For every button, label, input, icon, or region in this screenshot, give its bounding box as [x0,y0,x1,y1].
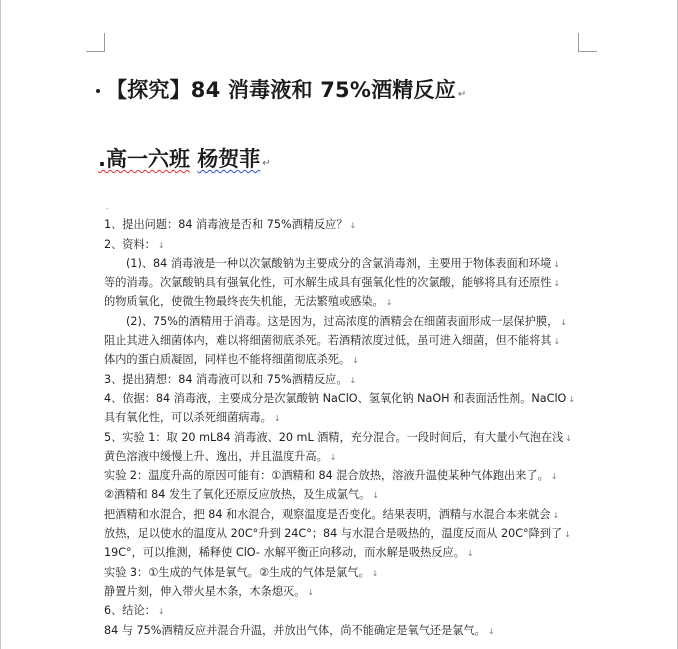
line-end-mark-icon: ↓ [550,472,558,482]
text-line [104,273,578,292]
line-end-mark-icon: ↓ [349,221,357,231]
line-end-mark-icon: ↓ [568,394,576,404]
line-text: 把酒精和水混合，把 84 和水混合，观察温度是否变化。结果表明，酒精与水混合本来就会 [104,507,551,521]
line-end-mark-icon: ↓ [329,452,337,462]
line-text: 实验 3：①生成的气体是氧气。②生成的气体是氯气。 [104,565,370,579]
line-text: 静置片刻，伸入带火星木条，木条熄灭。 [104,584,306,598]
text-line [104,505,578,524]
author-line[interactable] [98,143,271,173]
line-text: 具有氧化性，可以杀死细菌病毒。 [104,411,272,425]
text-line [104,389,578,408]
line-end-mark-icon: ↓ [553,259,560,269]
line-end-mark-icon: ↓ [349,375,357,385]
margin-corner-top-left [86,33,105,52]
bullet-dot-icon [96,89,100,93]
text-line [104,563,578,582]
text-line [104,466,578,485]
line-end-mark-icon: ↓ [552,510,560,520]
line-text: 2、资料： [104,237,156,251]
author-name: 杨贺菲 [197,147,261,171]
line-end-mark-icon: ↓ [307,587,315,597]
line-text: (2)、75%的酒精用于消毒。这是因为，过高浓度的酒精会在细菌表面形成一层保护膜， [126,314,559,328]
text-line [104,215,578,234]
author-class: .高一六班 [98,147,190,171]
line-text: ②酒精和 84 发生了氧化还原反应放热，及生成氯气。 [104,488,371,502]
text-line [104,235,578,254]
line-end-mark-icon: ↓ [564,530,571,540]
line-text: 黄色溶液中缓慢上升、逸出，并且温度升高。 [104,449,328,463]
empty-paragraph: . [106,202,109,211]
margin-corner-top-right [578,33,597,52]
text-line [104,408,578,427]
line-text: 5、实验 1：取 20 mL84 消毒液、20 mL 酒精，充分混合。一段时间后，有大量小气泡在浅 [104,430,564,444]
text-line [104,254,578,273]
text-line [104,350,578,369]
text-line [104,524,578,543]
line-end-mark-icon: ↓ [560,317,567,327]
text-line [104,331,578,350]
line-end-mark-icon: ↓ [385,298,393,308]
line-text: 6、结论： [104,604,156,618]
line-end-mark-icon: ↓ [466,549,474,559]
line-end-mark-icon: ↓ [487,626,495,636]
text-line [104,428,578,447]
line-end-mark-icon: ↓ [352,356,359,366]
line-end-mark-icon: ↓ [553,279,561,289]
line-text: 等的消毒。次氯酸钠具有强氧化性，可水解生成具有强氧化性的次氯酸，能够将具有还原性 [104,276,552,290]
line-text: 体内的蛋白质凝固，同样也不能将细菌彻底杀死。 [104,353,351,367]
paragraph-mark-icon: ↵ [262,158,271,169]
line-end-mark-icon: ↓ [372,491,380,501]
text-line [104,370,578,389]
text-line [104,447,578,466]
text-line [104,312,578,331]
text-line [104,621,578,640]
line-text: 1、提出问题：84 消毒液是否和 75%酒精反应？ [104,218,348,232]
line-end-mark-icon: ↓ [273,414,281,424]
paragraph-mark-icon: ↵ [457,89,467,100]
text-line [104,582,578,601]
line-end-mark-icon: ↓ [553,337,561,347]
text-line [104,485,578,504]
text-line [104,543,578,562]
line-end-mark-icon: ↓ [565,433,573,443]
line-end-mark-icon: ↓ [371,568,379,578]
line-text: 阻止其进入细菌体内，难以将细菌彻底杀死。若酒精浓度过低，虽可进入细菌，但不能将其 [104,334,552,348]
document-title[interactable] [96,74,467,104]
line-text: (1)、84 消毒液是一种以次氯酸钠为主要成分的含氯消毒剂，主要用于物体表面和环境 [126,256,552,270]
line-text: 实验 2：温度升高的原因可能有：①酒精和 84 混合放热，溶液升温使某种气体跑出来了。 [104,469,549,483]
text-line [104,292,578,311]
line-end-mark-icon: ↓ [157,240,165,250]
line-text: 84 与 75%酒精反应并混合升温，并放出气体，尚不能确定是氧气还是氯气。 [104,623,486,637]
line-text: 放热，足以使水的温度从 20C°升到 24C°；84 与水混合是吸热的，温度反而从 20C°降到了 [104,527,563,541]
text-line [104,601,578,620]
line-text: 19C°，可以推测，稀释使 ClO- 水解平衡正向移动，而水解是吸热反应。 [104,546,465,560]
line-text: 4、依据：84 消毒液，主要成分是次氯酸钠 NaClO、氢氧化钠 NaOH 和表面活性剂。NaClO [104,391,567,405]
line-text: 的物质氧化，使微生物最终丧失机能，无法繁殖或感染。 [104,295,384,309]
line-text: 3、提出猜想：84 消毒液可以和 75%酒精反应。 [104,372,348,386]
line-end-mark-icon: ↓ [157,607,165,617]
document-body[interactable] [104,196,578,640]
title-text: 【探究】84 消毒液和 75%酒精反应 [106,78,456,102]
